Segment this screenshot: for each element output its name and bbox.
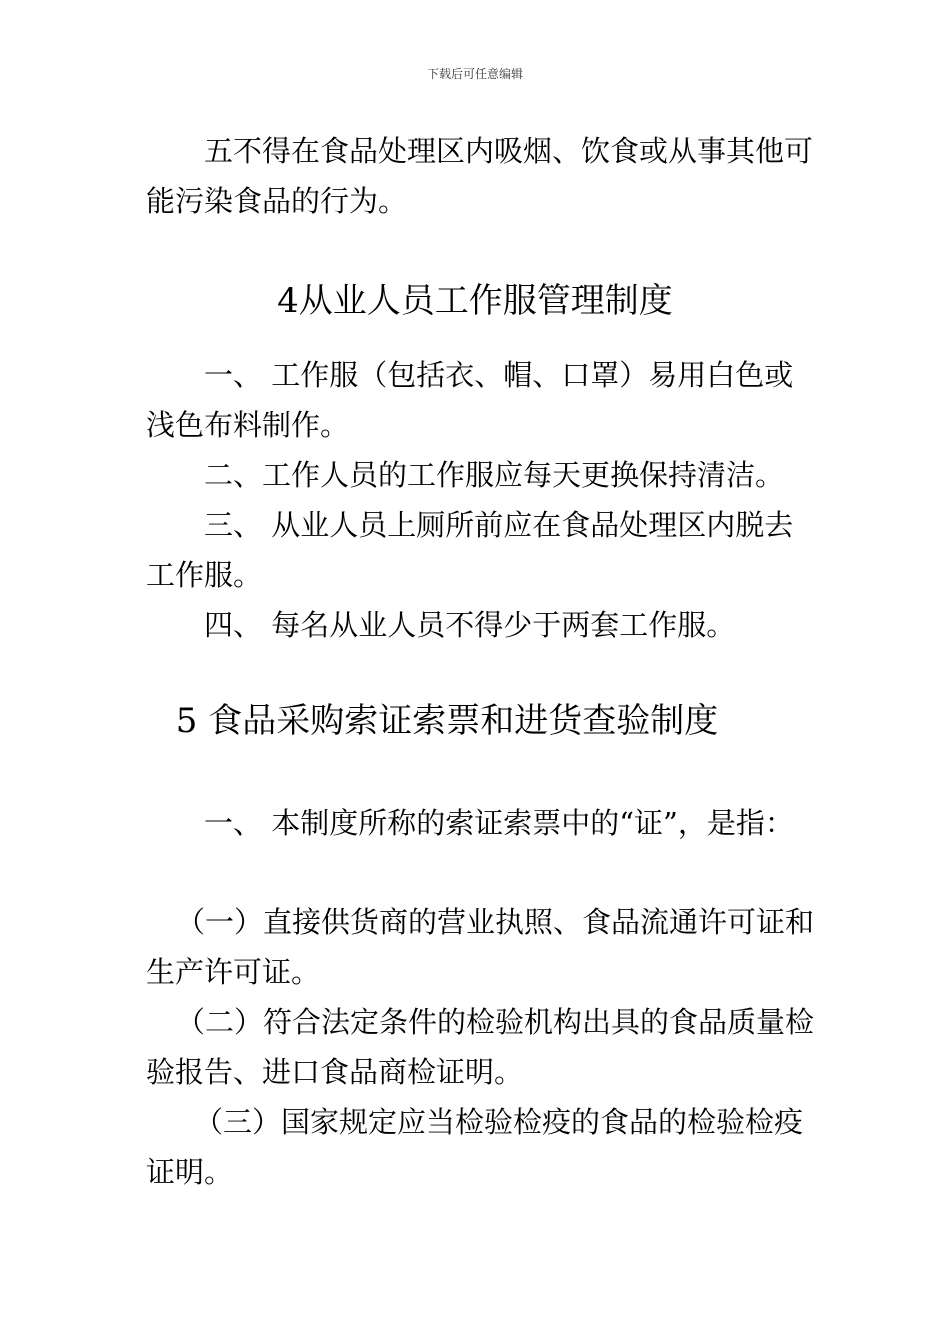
paragraph-line: 四、 每名从业人员不得少于两套工作服。 [204,608,736,642]
section-5-title: 5 食品采购索证索票和进货查验制度 [175,701,719,741]
paragraph-line: 一、 本制度所称的索证索票中的“证”，是指： [204,806,794,840]
paragraph-line: 工作服。 [146,558,263,592]
paragraph-line: 三、 从业人员上厕所前应在食品处理区内脱去 [204,508,794,542]
paragraph-line: 能污染食品的行为。 [146,184,408,218]
section-4-title: 4从业人员工作服管理制度 [277,281,673,321]
paragraph-line: 五不得在食品处理区内吸烟、饮食或从事其他可 [204,134,814,168]
paragraph-line: 生产许可证。 [146,955,321,989]
paragraph-line: 浅色布料制作。 [146,408,350,442]
paragraph-line: 验报告、进口食品商检证明。 [146,1055,524,1089]
paragraph-line: 证明。 [146,1155,234,1189]
paragraph-line: （一）直接供货商的营业执照、食品流通许可证和 [176,905,815,939]
page-header: 下载后可任意编辑 [426,67,523,81]
paragraph-line: 一、 工作服（包括衣、帽、口罩）易用白色或 [204,358,794,392]
paragraph-line: （三）国家规定应当检验检疫的食品的检验检疫 [194,1105,804,1139]
paragraph-line: （二）符合法定条件的检验机构出具的食品质量检 [176,1005,815,1039]
paragraph-line: 二、工作人员的工作服应每天更换保持清洁。 [204,458,785,492]
